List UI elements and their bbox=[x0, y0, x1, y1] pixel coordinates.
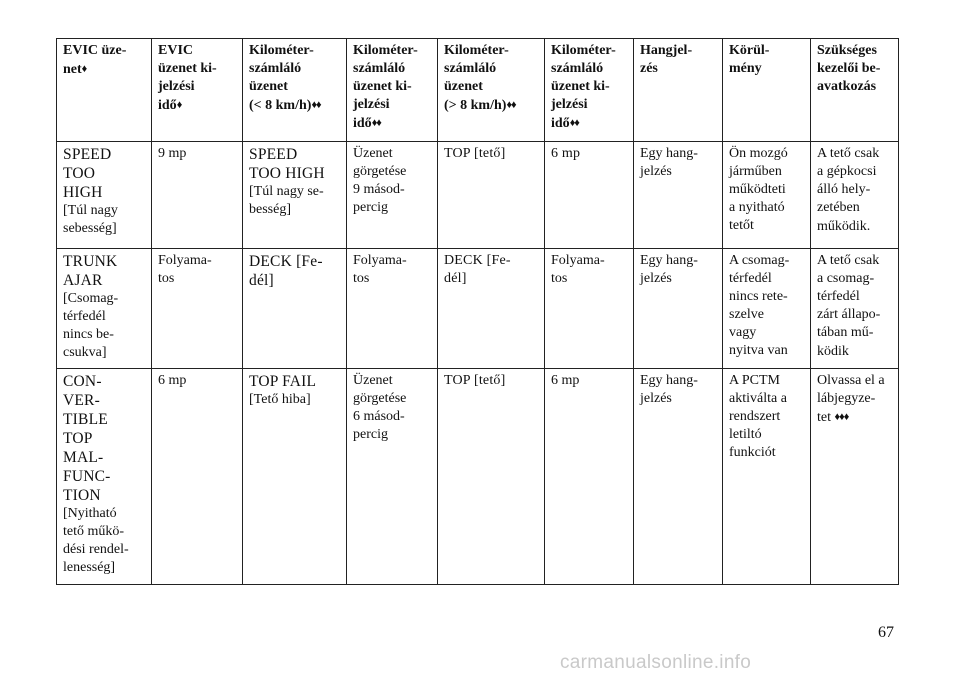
table-row bbox=[57, 142, 899, 249]
evic-message-code: CON- VER- TIBLE TOP MAL- FUNC- TION bbox=[63, 373, 111, 504]
chime-cell: Egy hang- jelzés bbox=[634, 369, 723, 585]
evic-display-time: 6 mp bbox=[152, 369, 243, 585]
header-odometer-display-time-low-speed bbox=[347, 39, 438, 142]
header-required-action bbox=[811, 39, 899, 142]
header-odometer-message-low-speed bbox=[243, 39, 347, 142]
evic-display-time: 9 mp bbox=[152, 142, 243, 249]
chime-cell: Egy hang- jelzés bbox=[634, 249, 723, 369]
header-label: Körül- mény bbox=[729, 43, 770, 76]
evic-message-cell bbox=[57, 249, 152, 369]
footnote-marker: ♦ bbox=[176, 99, 182, 111]
odometer-message-high: TOP [tető] bbox=[438, 369, 545, 585]
odometer-message-low-code: DECK [Fe- dél] bbox=[249, 253, 323, 289]
required-action-cell bbox=[811, 142, 899, 249]
header-label: Szükséges kezelői be- avatkozás bbox=[817, 43, 881, 94]
header-label: Kilométer- számláló üzenet ki- jelzési idő bbox=[551, 43, 616, 131]
odometer-message-low-code: SPEED TOO HIGH bbox=[249, 146, 325, 182]
evic-message-cell bbox=[57, 369, 152, 585]
header-evic-display-time bbox=[152, 39, 243, 142]
header-label: Hangjel- zés bbox=[640, 43, 693, 76]
odometer-display-time-high: 6 mp bbox=[545, 142, 634, 249]
watermark-logo: carmanualsonline.info bbox=[560, 652, 752, 673]
odometer-display-time-low: Folyama- tos bbox=[347, 249, 438, 369]
required-action-text: Olvassa el a lábjegyze- tet bbox=[817, 373, 885, 425]
header-label: EVIC üzenet ki- jelzési idő bbox=[158, 43, 217, 113]
odometer-message-low-cell bbox=[243, 369, 347, 585]
header-row bbox=[57, 39, 899, 142]
table-row bbox=[57, 369, 899, 585]
odometer-message-low-cell bbox=[243, 142, 347, 249]
odometer-message-high: TOP [tető] bbox=[438, 142, 545, 249]
evic-message-translation: [Nyitható tető műkö- dési rendel- lenesség] bbox=[63, 506, 129, 575]
header-label: Kilométer- számláló üzenet ki- jelzési idő bbox=[353, 43, 418, 131]
header-evic-message bbox=[57, 39, 152, 142]
chime-cell: Egy hang- jelzés bbox=[634, 142, 723, 249]
required-action-text: A tető csak a csomag- térfedél zárt állapo- tában mű- ködik bbox=[817, 253, 881, 359]
footnote-marker: ♦♦ bbox=[311, 99, 321, 111]
odometer-message-low-translation: [Túl nagy se- besség] bbox=[249, 184, 324, 217]
odometer-message-low-cell bbox=[243, 249, 347, 369]
header-label: EVIC üze- net bbox=[63, 43, 127, 77]
evic-message-translation: [Csomag- térfedél nincs be- csukva] bbox=[63, 291, 119, 360]
condition-cell: A csomag- térfedél nincs rete- szelve vagy nyitva van bbox=[723, 249, 811, 369]
condition-cell: Ön mozgó járműben működteti a nyitható tetőt bbox=[723, 142, 811, 249]
header-label: Kilométer- számláló üzenet (> 8 km/h) bbox=[444, 43, 509, 113]
required-action-cell bbox=[811, 249, 899, 369]
condition-cell: A PCTM aktiválta a rendszert letiltó funkciót bbox=[723, 369, 811, 585]
odometer-display-time-low: Üzenet görgetése 9 másod- percig bbox=[347, 142, 438, 249]
page-number: 67 bbox=[878, 624, 894, 641]
odometer-display-time-high: 6 mp bbox=[545, 369, 634, 585]
footnote-marker: ♦ bbox=[81, 63, 87, 75]
odometer-message-low-translation: [Tető hiba] bbox=[249, 392, 311, 407]
footnote-marker: ♦♦♦ bbox=[834, 411, 849, 423]
odometer-message-high: DECK [Fe- dél] bbox=[438, 249, 545, 369]
odometer-display-time-high: Folyama- tos bbox=[545, 249, 634, 369]
footnote-marker: ♦♦ bbox=[506, 99, 516, 111]
evic-message-cell bbox=[57, 142, 152, 249]
evic-message-table bbox=[56, 38, 899, 585]
required-action-cell bbox=[811, 369, 899, 585]
odometer-message-low-code: TOP FAIL bbox=[249, 373, 317, 390]
header-odometer-display-time-high-speed bbox=[545, 39, 634, 142]
evic-message-translation: [Túl nagy sebesség] bbox=[63, 203, 118, 236]
evic-message-code: SPEED TOO HIGH bbox=[63, 146, 112, 201]
evic-message-code: TRUNK AJAR bbox=[63, 253, 118, 289]
header-chime bbox=[634, 39, 723, 142]
header-condition bbox=[723, 39, 811, 142]
evic-display-time: Folyama- tos bbox=[152, 249, 243, 369]
header-label: Kilométer- számláló üzenet (< 8 km/h) bbox=[249, 43, 314, 113]
required-action-text: A tető csak a gépkocsi álló hely- zetében működik. bbox=[817, 146, 880, 234]
odometer-display-time-low: Üzenet görgetése 6 másod- percig bbox=[347, 369, 438, 585]
header-odometer-message-high-speed bbox=[438, 39, 545, 142]
footnote-marker: ♦♦ bbox=[371, 117, 381, 129]
table-row bbox=[57, 249, 899, 369]
footnote-marker: ♦♦ bbox=[569, 117, 579, 129]
